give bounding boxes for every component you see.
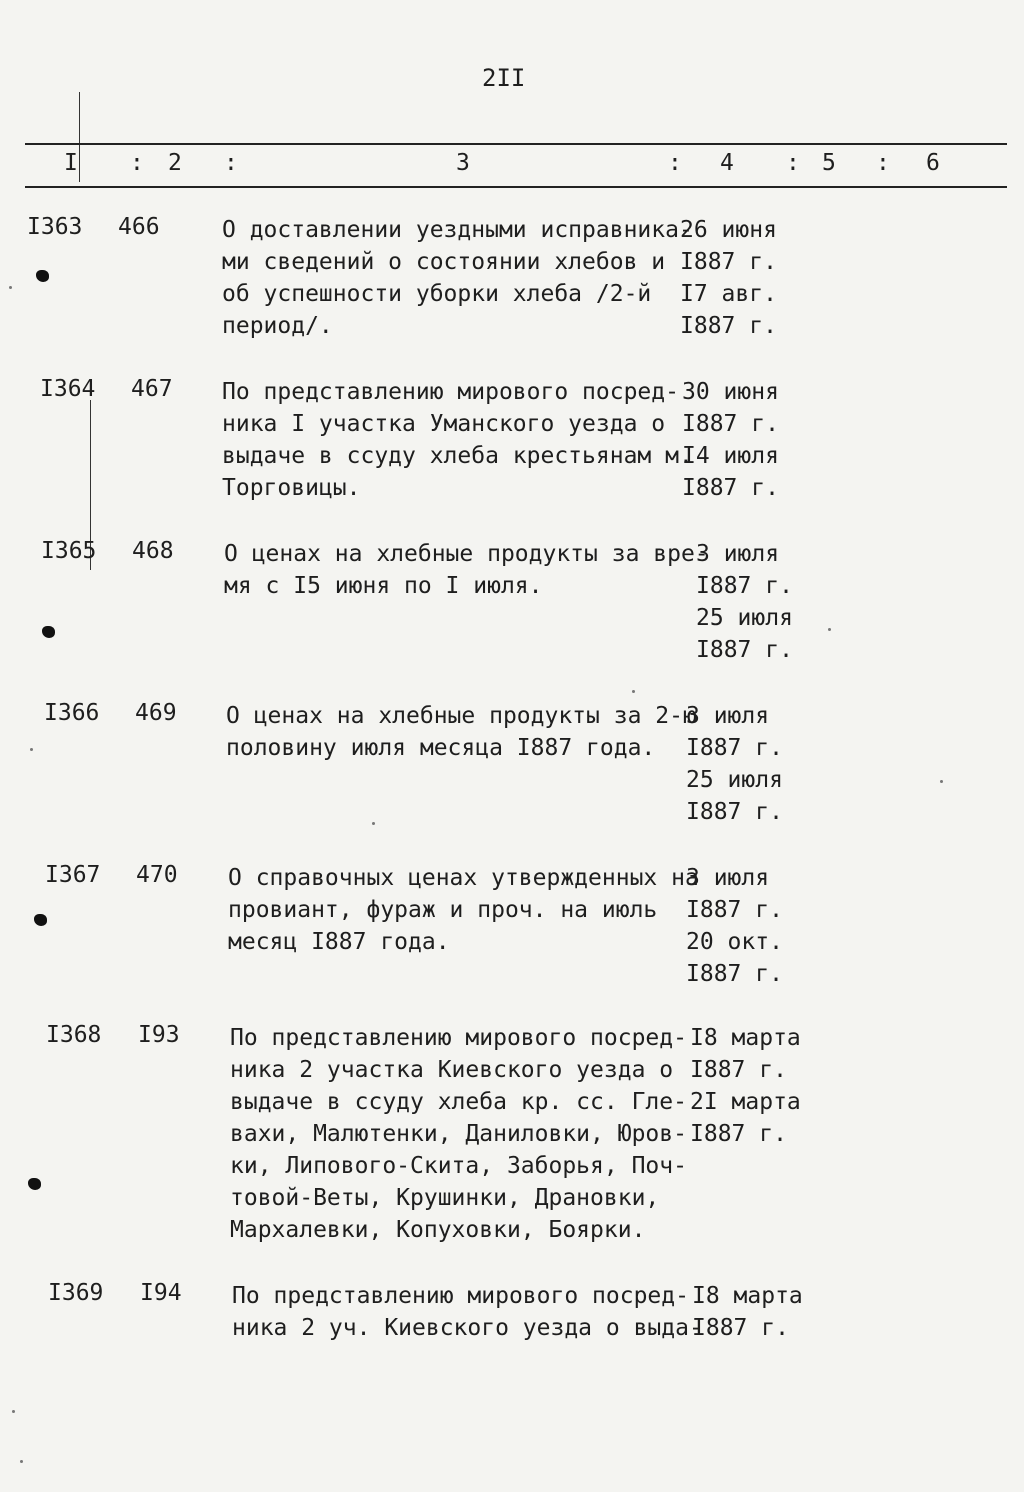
speck — [372, 822, 375, 825]
entry-number: I369 — [48, 1280, 104, 1306]
entry-dates — [692, 1280, 803, 1344]
file-number: 467 — [131, 376, 173, 402]
text-line: По представлению мирового посред- — [222, 379, 679, 405]
date-line: I887 г. — [682, 411, 779, 437]
text-line: половину июля месяца I887 года. — [226, 735, 656, 761]
date-line: I887 г. — [682, 475, 779, 501]
entry-dates — [686, 862, 783, 990]
date-line: I7 авг. — [680, 281, 777, 307]
date-line: I8 марта — [692, 1283, 803, 1309]
entry-description — [228, 862, 699, 958]
text-line: выдаче в ссуду хлеба кр. сс. Гле- — [230, 1089, 687, 1115]
entry-number: I364 — [40, 376, 96, 402]
date-line: 25 июля — [696, 605, 793, 631]
col1-header: I — [64, 150, 78, 176]
date-line: I887 г. — [686, 961, 783, 987]
date-line: 20 окт. — [686, 929, 783, 955]
speck — [20, 1460, 23, 1463]
date-line: I887 г. — [690, 1121, 787, 1147]
text-line: вахи, Малютенки, Даниловки, Юров- — [230, 1121, 687, 1147]
text-line: месяц I887 года. — [228, 929, 450, 955]
file-number: 466 — [118, 214, 160, 240]
file-number: I94 — [140, 1280, 182, 1306]
entry-description — [222, 214, 693, 342]
col4-header: 4 — [720, 150, 734, 176]
entry-description — [230, 1022, 687, 1246]
entry-description — [232, 1280, 703, 1344]
text-line: По представлению мирового посред- — [232, 1283, 689, 1309]
page-number: 2II — [482, 64, 526, 92]
text-line: О справочных ценах утвержденных на — [228, 865, 699, 891]
entry-dates — [686, 700, 783, 828]
file-number: 469 — [135, 700, 177, 726]
entry-dates — [682, 376, 779, 504]
date-line: I8 марта — [690, 1025, 801, 1051]
text-line: провиант, фураж и проч. на июль — [228, 897, 658, 923]
date-line: I887 г. — [696, 573, 793, 599]
col-separator: : — [130, 150, 144, 176]
date-line: I4 июля — [682, 443, 779, 469]
col5-header: 5 — [822, 150, 836, 176]
header-rule-bottom — [25, 186, 1007, 188]
entry-dates — [696, 538, 793, 666]
entry-dates — [680, 214, 777, 342]
col6-header: 6 — [926, 150, 940, 176]
text-line: ми сведений о состоянии хлебов и — [222, 249, 666, 275]
speck — [632, 690, 635, 693]
text-line: об успешности уборки хлеба /2-й — [222, 281, 652, 307]
file-number: 468 — [132, 538, 174, 564]
entry-number: I366 — [44, 700, 100, 726]
file-number: 470 — [136, 862, 178, 888]
text-line: товой-Веты, Крушинки, Драновки, — [230, 1185, 660, 1211]
text-line: Мархалевки, Копуховки, Боярки. — [230, 1217, 646, 1243]
date-line: 3 июля — [686, 703, 770, 729]
punch-mark — [42, 626, 55, 638]
text-line: ника 2 уч. Киевского уезда о выда- — [232, 1315, 703, 1341]
margin-line-top — [79, 92, 80, 182]
punch-mark — [28, 1178, 41, 1190]
speck — [30, 748, 33, 751]
col2-header: 2 — [168, 150, 182, 176]
text-line: ника I участка Уманского уезда о — [222, 411, 666, 437]
text-line: О доставлении уездными исправника- — [222, 217, 693, 243]
speck — [828, 628, 831, 631]
col3-header: 3 — [456, 150, 470, 176]
header-rule-top — [25, 143, 1007, 145]
text-line: О ценах на хлебные продукты за 2-ю — [226, 703, 697, 729]
entry-dates — [690, 1022, 801, 1150]
date-line: 26 июня — [680, 217, 777, 243]
speck — [940, 780, 943, 783]
date-line: I887 г. — [680, 313, 777, 339]
date-line: I887 г. — [686, 735, 783, 761]
text-line: ки, Липового-Скита, Заборья, Поч- — [230, 1153, 687, 1179]
speck — [12, 1410, 15, 1413]
date-line: 25 июля — [686, 767, 783, 793]
text-line: О ценах на хлебные продукты за вре- — [224, 541, 709, 567]
entry-description — [226, 700, 697, 764]
col-separator: : — [668, 150, 682, 176]
date-line: I887 г. — [696, 637, 793, 663]
entry-number: I363 — [27, 214, 83, 240]
col-separator: : — [876, 150, 890, 176]
date-line: 3 июля — [696, 541, 780, 567]
text-line: ника 2 участка Киевского уезда о — [230, 1057, 674, 1083]
punch-mark — [36, 270, 49, 282]
date-line: 2I марта — [690, 1089, 801, 1115]
date-line: I887 г. — [690, 1057, 787, 1083]
entry-number: I365 — [41, 538, 97, 564]
file-number: I93 — [138, 1022, 180, 1048]
entry-number: I367 — [45, 862, 101, 888]
col-separator: : — [786, 150, 800, 176]
text-line: По представлению мирового посред- — [230, 1025, 687, 1051]
text-line: Торговицы. — [222, 475, 361, 501]
text-line: мя с I5 июня по I июля. — [224, 573, 543, 599]
date-line: I887 г. — [686, 897, 783, 923]
col-separator: : — [224, 150, 238, 176]
date-line: 3 июля — [686, 865, 770, 891]
entry-description — [222, 376, 693, 504]
date-line: I887 г. — [680, 249, 777, 275]
entry-description — [224, 538, 709, 602]
date-line: 30 июня — [682, 379, 779, 405]
speck — [9, 286, 12, 289]
entry-number: I368 — [46, 1022, 102, 1048]
punch-mark — [34, 914, 47, 926]
date-line: I887 г. — [686, 799, 783, 825]
text-line: период/. — [222, 313, 333, 339]
date-line: I887 г. — [692, 1315, 789, 1341]
text-line: выдаче в ссуду хлеба крестьянам м. — [222, 443, 693, 469]
